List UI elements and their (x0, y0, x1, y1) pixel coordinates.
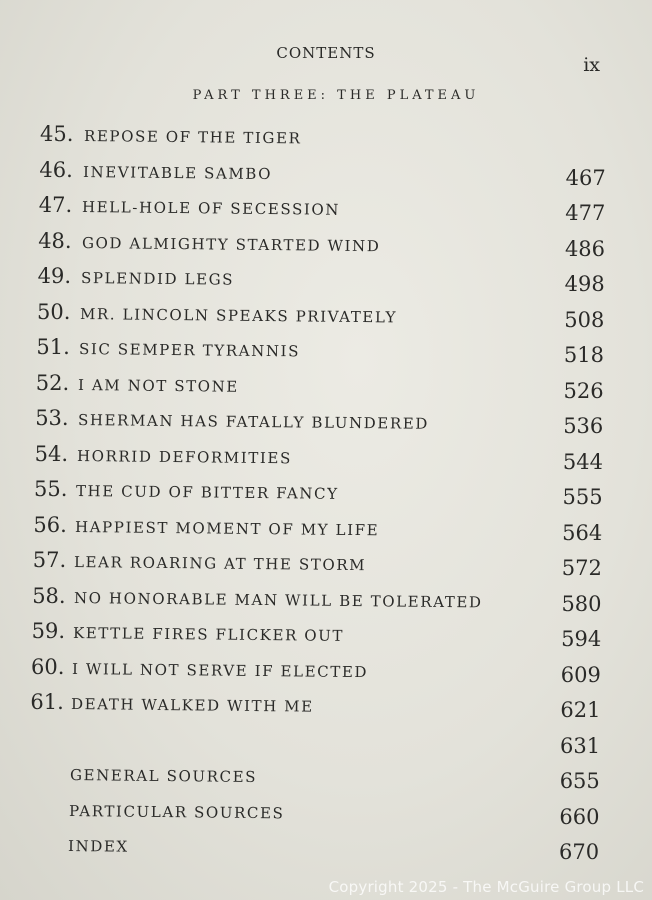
toc-entry (0, 834, 652, 864)
toc-entry (0, 692, 652, 722)
toc-entry-page: 572 (561, 556, 602, 580)
toc-entry (0, 408, 652, 438)
toc-entry-title: HAPPIEST MOMENT OF MY LIFE (75, 517, 380, 539)
toc-entry-number: 49. (37, 264, 71, 288)
toc-entry-title: MR. LINCOLN SPEAKS PRIVATELY (79, 304, 398, 326)
part-heading: PART THREE: THE PLATEAU (192, 88, 480, 103)
toc-entry-title: SPLENDID LEGS (80, 269, 235, 289)
toc-entry-page: 498 (564, 272, 605, 296)
toc-entry-number: 52. (35, 370, 70, 395)
toc-entry (0, 441, 652, 474)
toc-entry-page: 660 (559, 804, 600, 829)
toc-entry (0, 654, 652, 687)
copyright-watermark: Copyright 2025 - The McGuire Group LLC (328, 878, 644, 896)
toc-entry-number: 47. (38, 193, 73, 217)
toc-entry (0, 550, 652, 580)
toc-entry-title: KETTLE FIRES FLICKER OUT (72, 624, 344, 645)
toc-entry-title: I AM NOT STONE (78, 375, 240, 396)
toc-entry-page: 609 (560, 662, 601, 687)
toc-entry-title: INDEX (67, 837, 129, 856)
toc-entry (0, 621, 652, 651)
toc-entry (0, 124, 652, 154)
toc-entry-number: 45. (40, 122, 74, 146)
toc-entry-title: INEVITABLE SAMBO (83, 162, 273, 183)
toc-entry-page: 621 (560, 698, 601, 722)
toc-entry-number: 56. (33, 512, 67, 537)
toc-entry-title: PARTICULAR SOURCES (68, 801, 285, 822)
contents-heading: CONTENTS (276, 44, 376, 62)
toc-entry-page: 526 (563, 378, 604, 403)
toc-entry (0, 157, 652, 190)
toc-entry-page: 486 (564, 236, 606, 261)
toc-entry-number: 57. (32, 548, 67, 572)
toc-entry-title: HELL-HOLE OF SECESSION (82, 198, 341, 219)
toc-entry (0, 228, 652, 261)
toc-entry (0, 728, 652, 758)
toc-entry-number: 46. (39, 157, 73, 182)
toc-entry-number: 50. (37, 299, 71, 324)
toc-entry-page: 477 (565, 201, 606, 225)
toc-entry-title: NO HONORABLE MAN WILL BE TOLERATED (73, 588, 483, 611)
toc-entry-page: 544 (562, 449, 603, 474)
toc-entry-title: HORRID DEFORMITIES (76, 446, 292, 467)
toc-entry-title: LEAR ROARING AT THE STORM (74, 553, 367, 575)
toc-entry-number: 51. (36, 335, 70, 359)
toc-entry-page: 655 (559, 769, 600, 793)
toc-entry-number: 55. (34, 477, 68, 501)
toc-entry-number: 61. (30, 690, 64, 714)
toc-entry (0, 763, 652, 793)
toc-entry (0, 195, 652, 225)
toc-entry (0, 512, 652, 545)
toc-entry-number: 53. (35, 406, 69, 430)
toc-entry-title: SIC SEMPER TYRANNIS (79, 340, 301, 361)
toc-entry-number: 54. (34, 441, 68, 466)
toc-entry (0, 799, 652, 829)
toc-entry-page: 536 (563, 414, 604, 438)
toc-entry-number: 58. (32, 583, 66, 608)
toc-entry-page: 467 (565, 165, 606, 190)
toc-entry (0, 583, 652, 616)
toc-entry-page: 670 (559, 840, 600, 864)
toc-entry-number: 48. (38, 228, 72, 253)
toc-entry-title: GENERAL SOURCES (69, 766, 257, 787)
toc-entry (0, 299, 652, 332)
toc-entry-page: 580 (561, 591, 602, 616)
toc-entry-number: 59. (31, 619, 65, 643)
toc-entry-title: SHERMAN HAS FATALLY BLUNDERED (77, 411, 429, 433)
toc-entry-page: 594 (561, 627, 602, 651)
roman-page-number: ix (583, 54, 600, 76)
toc-entry-page: 518 (563, 343, 604, 367)
toc-entry (0, 370, 652, 403)
toc-entry-title: I WILL NOT SERVE IF ELECTED (71, 659, 369, 681)
toc-entry-page: 564 (562, 520, 603, 545)
toc-entry-title: THE CUD OF BITTER FANCY (75, 482, 339, 503)
toc-entry-number: 60. (31, 654, 65, 679)
toc-entry-page: 555 (562, 485, 603, 509)
toc-entry-page: 631 (560, 733, 601, 758)
toc-entry (0, 479, 652, 509)
toc-entry-title: DEATH WALKED WITH ME (71, 695, 315, 716)
toc-entry-page: 508 (564, 307, 605, 332)
toc-entry (0, 266, 652, 296)
toc-entry-title: GOD ALMIGHTY STARTED WIND (81, 233, 381, 255)
toc-entry (0, 337, 652, 367)
toc-entry-title: REPOSE OF THE TIGER (83, 127, 302, 148)
